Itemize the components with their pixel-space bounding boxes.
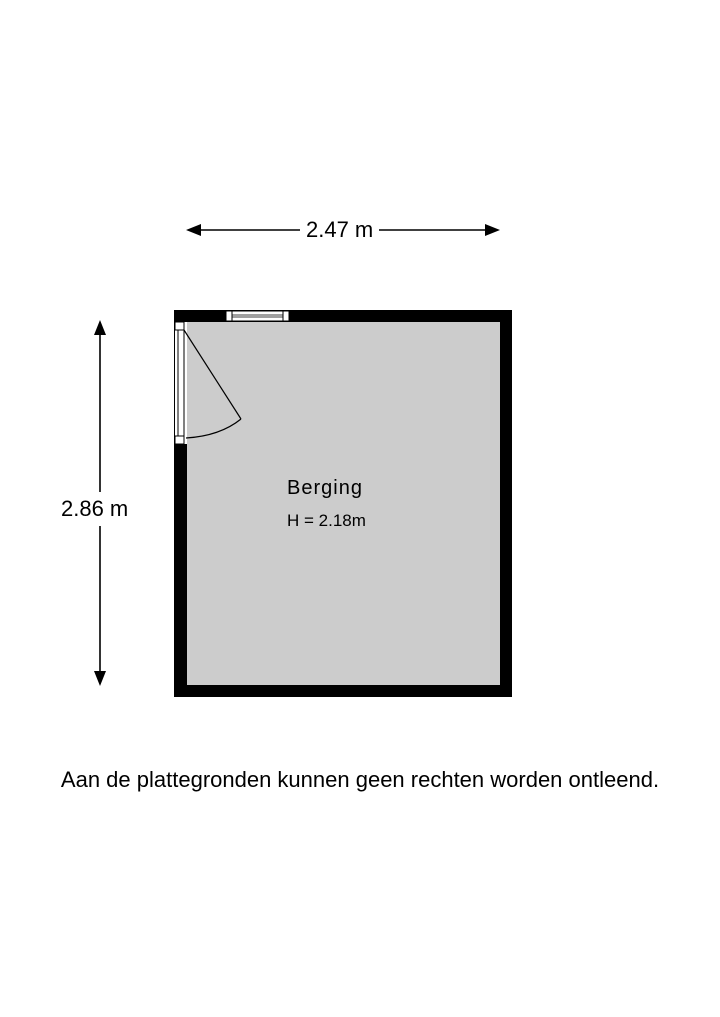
room-ceiling-height: H = 2.18m bbox=[287, 511, 366, 530]
window bbox=[226, 311, 289, 321]
disclaimer: Aan de plattegronden kunnen geen rechten worden ontleend. bbox=[60, 767, 660, 792]
room-name: Berging bbox=[287, 477, 363, 499]
room-floor bbox=[187, 322, 500, 685]
arrow-down-head bbox=[94, 671, 106, 686]
arrow-right-head bbox=[485, 224, 500, 236]
width-dimension-label: 2.47 m bbox=[300, 217, 379, 243]
arrow-left-head bbox=[186, 224, 201, 236]
height-dimension-label: 2.86 m bbox=[61, 492, 128, 526]
door-leaf bbox=[178, 330, 184, 436]
arrow-up-head bbox=[94, 320, 106, 335]
